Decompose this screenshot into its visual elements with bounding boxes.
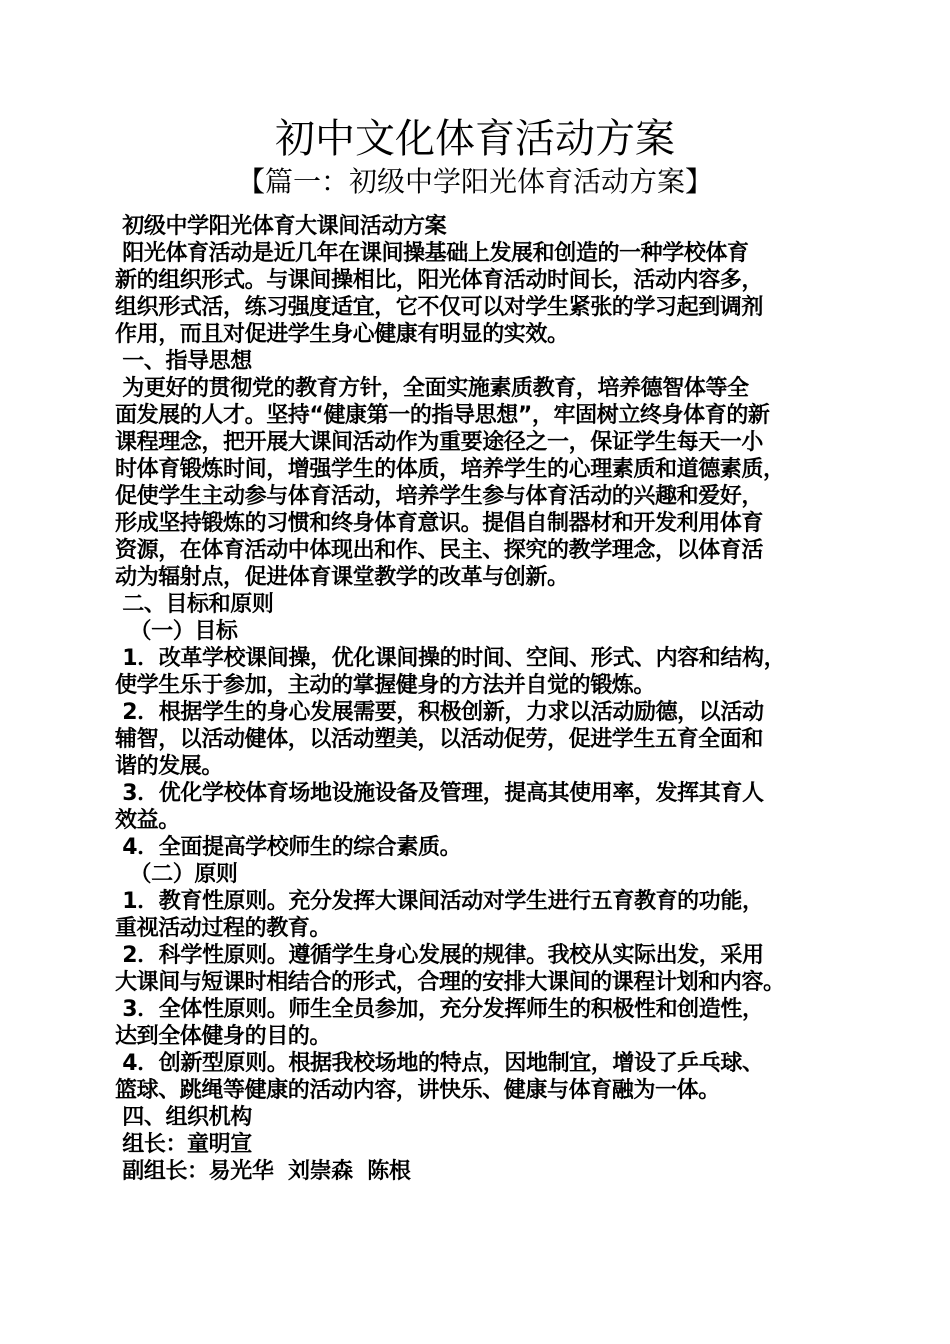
- text-line: 阳光体育活动是近几年在课间操基础上发展和创造的一种学校体育: [115, 241, 749, 266]
- document-body: [115, 213, 845, 1185]
- text-line: 使学生乐于参加，主动的掌握健身的方法并自觉的锻炼。: [115, 673, 656, 698]
- text-line: 作用，而且对促进学生身心健康有明显的实效。: [115, 322, 569, 347]
- text-line: 二、目标和原则: [115, 592, 274, 617]
- text-line: 重视活动过程的教育。: [115, 916, 332, 941]
- text-line: 3．全体性原则。师生全员参加，充分发挥师生的积极性和创造性，: [115, 997, 764, 1022]
- text-line: 谐的发展。: [115, 754, 224, 779]
- text-line: 四、组织机构: [115, 1105, 252, 1130]
- text-line: 1．改革学校课间操，优化课间操的时间、空间、形式、内容和结构，: [115, 646, 786, 671]
- text-line: 组长：童明宣: [115, 1132, 252, 1157]
- text-line: 课程理念，把开展大课间活动作为重要途径之一，保证学生每天一小: [115, 430, 764, 455]
- text-line: 组织形式活，练习强度适宜，它不仅可以对学生紧张的学习起到调剂: [115, 295, 764, 320]
- text-line: 3．优化学校体育场地设施设备及管理，提高其使用率，发挥其育人: [115, 781, 764, 806]
- document-subtitle: 【篇一：初级中学阳光体育活动方案】: [236, 165, 713, 198]
- text-line: 辅智，以活动健体，以活动塑美，以活动促劳，促进学生五育全面和: [115, 727, 764, 752]
- text-line: 4．创新型原则。根据我校场地的特点，因地制宜，增设了乒乓球、: [115, 1051, 764, 1076]
- text-line: 大课间与短课时相结合的形式，合理的安排大课间的课程计划和内容。: [115, 970, 785, 995]
- text-line: 2．根据学生的身心发展需要，积极创新，力求以活动励德，以活动: [115, 700, 764, 725]
- text-line: 促使学生主动参与体育活动，培养学生参与体育活动的兴趣和爱好，: [115, 484, 764, 509]
- text-line: 初级中学阳光体育大课间活动方案: [115, 214, 447, 239]
- text-line: 形成坚持锻炼的习惯和终身体育意识。提倡自制器材和开发利用体育: [115, 511, 764, 536]
- text-line: 2．科学性原则。遵循学生身心发展的规律。我校从实际出发，采用: [115, 943, 764, 968]
- text-line: 篮球、跳绳等健康的活动内容，讲快乐、健康与体育融为一体。: [115, 1078, 720, 1103]
- text-line: （二）原则: [115, 862, 238, 887]
- text-line: 为更好的贯彻党的教育方针，全面实施素质教育，培养德智体等全: [115, 376, 749, 401]
- text-line: （一）目标: [115, 619, 238, 644]
- text-line: 4．全面提高学校师生的综合素质。: [115, 835, 462, 860]
- document-title: 初中文化体育活动方案: [275, 116, 675, 162]
- text-line: 效益。: [115, 808, 180, 833]
- text-line: 一、指导思想: [115, 349, 252, 374]
- text-line: 1．教育性原则。充分发挥大课间活动对学生进行五育教育的功能，: [115, 889, 764, 914]
- text-line: 面发展的人才。坚持“健康第一的指导思想”，牢固树立终身体育的新: [115, 403, 770, 428]
- text-line: 副组长：易光华 刘崇森 陈根: [115, 1159, 411, 1184]
- text-line: 新的组织形式。与课间操相比，阳光体育活动时间长，活动内容多，: [115, 268, 764, 293]
- text-line: 时体育锻炼时间，增强学生的体质，培养学生的心理素质和道德素质，: [115, 457, 785, 482]
- text-line: 达到全体健身的目的。: [115, 1024, 332, 1049]
- text-line: 资源，在体育活动中体现出和作、民主、探究的教学理念，以体育活: [115, 538, 764, 563]
- text-line: 动为辐射点，促进体育课堂教学的改革与创新。: [115, 565, 569, 590]
